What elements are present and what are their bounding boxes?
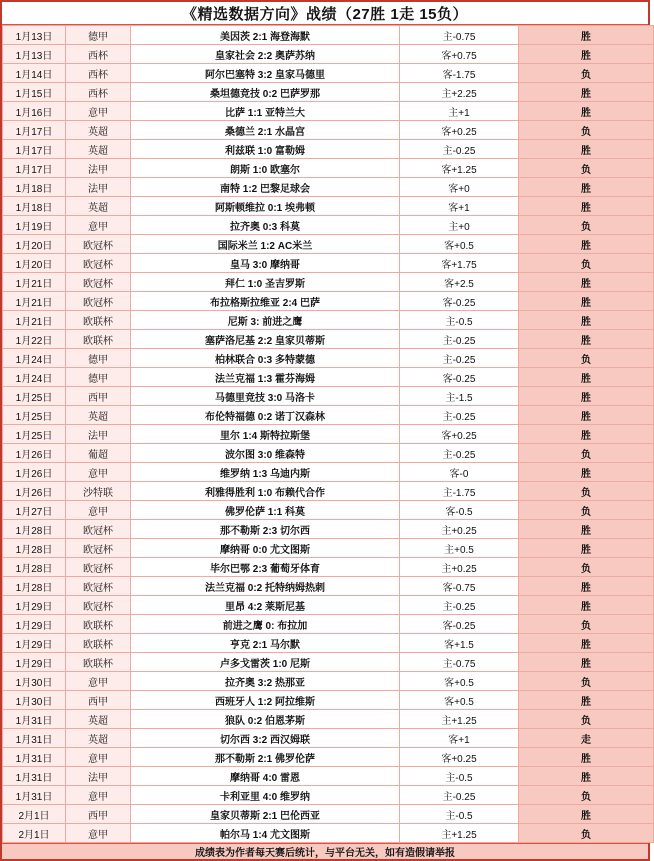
cell-handicap: 客+1.25 <box>400 159 519 178</box>
table-row <box>3 501 654 520</box>
cell-match: 利兹联 1:0 富勒姆 <box>131 140 400 159</box>
cell-handicap: 主+1 <box>400 102 519 121</box>
cell-date: 2月1日 <box>3 824 66 843</box>
cell-date: 1月27日 <box>3 501 66 520</box>
cell-handicap: 客-1.75 <box>400 64 519 83</box>
cell-date: 1月25日 <box>3 425 66 444</box>
cell-result: 负 <box>519 444 654 463</box>
table-row <box>3 805 654 824</box>
cell-match: 皇家社会 2:2 奥萨苏纳 <box>131 45 400 64</box>
cell-result: 负 <box>519 558 654 577</box>
cell-league: 意甲 <box>66 501 131 520</box>
cell-match: 摩纳哥 0:0 尤文图斯 <box>131 539 400 558</box>
cell-date: 1月30日 <box>3 672 66 691</box>
table-row <box>3 292 654 311</box>
cell-league: 法甲 <box>66 159 131 178</box>
cell-league: 西杯 <box>66 64 131 83</box>
cell-league: 英超 <box>66 197 131 216</box>
cell-handicap: 客+1 <box>400 729 519 748</box>
cell-match: 朗斯 1:0 欧塞尔 <box>131 159 400 178</box>
cell-result: 胜 <box>519 634 654 653</box>
cell-result: 走 <box>519 729 654 748</box>
cell-handicap: 客-0.25 <box>400 368 519 387</box>
cell-match: 那不勒斯 2:3 切尔西 <box>131 520 400 539</box>
cell-league: 意甲 <box>66 748 131 767</box>
cell-match: 里昂 4:2 莱斯尼基 <box>131 596 400 615</box>
cell-match: 法兰克福 1:3 霍芬海姆 <box>131 368 400 387</box>
cell-date: 1月26日 <box>3 444 66 463</box>
table-row <box>3 539 654 558</box>
cell-date: 1月25日 <box>3 387 66 406</box>
table-row <box>3 748 654 767</box>
cell-date: 1月28日 <box>3 520 66 539</box>
cell-league: 西杯 <box>66 45 131 64</box>
cell-date: 1月14日 <box>3 64 66 83</box>
cell-league: 欧联杯 <box>66 653 131 672</box>
table-row <box>3 577 654 596</box>
cell-league: 意甲 <box>66 102 131 121</box>
cell-league: 德甲 <box>66 26 131 45</box>
cell-result: 负 <box>519 159 654 178</box>
cell-match: 桑坦德竞技 0:2 巴萨罗那 <box>131 83 400 102</box>
cell-result: 胜 <box>519 406 654 425</box>
cell-match: 国际米兰 1:2 AC米兰 <box>131 235 400 254</box>
cell-match: 里尔 1:4 斯特拉斯堡 <box>131 425 400 444</box>
cell-date: 1月17日 <box>3 140 66 159</box>
cell-league: 法甲 <box>66 767 131 786</box>
cell-handicap: 主+2.25 <box>400 83 519 102</box>
cell-handicap: 客-0 <box>400 463 519 482</box>
cell-match: 维罗纳 1:3 乌迪内斯 <box>131 463 400 482</box>
table-row <box>3 634 654 653</box>
cell-result: 负 <box>519 501 654 520</box>
cell-result: 胜 <box>519 520 654 539</box>
table-row <box>3 159 654 178</box>
cell-league: 英超 <box>66 140 131 159</box>
cell-league: 欧冠杯 <box>66 520 131 539</box>
cell-date: 1月21日 <box>3 292 66 311</box>
cell-handicap: 主+0.25 <box>400 558 519 577</box>
table-row <box>3 140 654 159</box>
cell-date: 1月21日 <box>3 311 66 330</box>
table-row <box>3 558 654 577</box>
cell-date: 1月18日 <box>3 197 66 216</box>
cell-result: 胜 <box>519 197 654 216</box>
cell-league: 欧冠杯 <box>66 539 131 558</box>
cell-result: 负 <box>519 710 654 729</box>
table-row <box>3 235 654 254</box>
cell-date: 1月19日 <box>3 216 66 235</box>
cell-handicap: 客-0.5 <box>400 501 519 520</box>
cell-handicap: 主-0.25 <box>400 786 519 805</box>
cell-handicap: 客-0.25 <box>400 615 519 634</box>
cell-match: 拉齐奥 0:3 科莫 <box>131 216 400 235</box>
cell-match: 桑德兰 2:1 水晶宫 <box>131 121 400 140</box>
cell-date: 1月28日 <box>3 558 66 577</box>
cell-match: 柏林联合 0:3 多特蒙德 <box>131 349 400 368</box>
table-row <box>3 368 654 387</box>
cell-handicap: 主-0.5 <box>400 311 519 330</box>
cell-result: 负 <box>519 672 654 691</box>
table-row <box>3 216 654 235</box>
table-row <box>3 444 654 463</box>
cell-result: 胜 <box>519 653 654 672</box>
cell-date: 1月29日 <box>3 653 66 672</box>
cell-league: 英超 <box>66 406 131 425</box>
cell-date: 1月17日 <box>3 159 66 178</box>
table-row <box>3 273 654 292</box>
table-row <box>3 596 654 615</box>
cell-handicap: 客+0.5 <box>400 235 519 254</box>
cell-result: 胜 <box>519 577 654 596</box>
cell-date: 1月24日 <box>3 349 66 368</box>
table-row <box>3 64 654 83</box>
cell-handicap: 主+1.25 <box>400 824 519 843</box>
cell-league: 欧联杯 <box>66 330 131 349</box>
cell-handicap: 主+0.5 <box>400 539 519 558</box>
cell-result: 胜 <box>519 425 654 444</box>
cell-match: 切尔西 3:2 西汉姆联 <box>131 729 400 748</box>
cell-result: 胜 <box>519 748 654 767</box>
cell-handicap: 主-0.25 <box>400 406 519 425</box>
cell-date: 1月31日 <box>3 710 66 729</box>
cell-league: 英超 <box>66 710 131 729</box>
cell-match: 卢多戈雷茨 1:0 尼斯 <box>131 653 400 672</box>
cell-date: 1月16日 <box>3 102 66 121</box>
cell-league: 欧冠杯 <box>66 596 131 615</box>
page-title: 《精选数据方向》战绩（27胜 1走 15负） <box>181 5 469 23</box>
cell-handicap: 主+0.25 <box>400 520 519 539</box>
cell-match: 毕尔巴鄂 2:3 葡萄牙体育 <box>131 558 400 577</box>
cell-handicap: 主-0.25 <box>400 444 519 463</box>
cell-handicap: 客+1.5 <box>400 634 519 653</box>
cell-date: 1月31日 <box>3 767 66 786</box>
cell-result: 负 <box>519 786 654 805</box>
table-row <box>3 311 654 330</box>
cell-result: 胜 <box>519 26 654 45</box>
table-row <box>3 729 654 748</box>
cell-handicap: 客+1.75 <box>400 254 519 273</box>
cell-result: 负 <box>519 482 654 501</box>
cell-result: 胜 <box>519 45 654 64</box>
results-table <box>2 25 654 843</box>
cell-handicap: 客+0.75 <box>400 45 519 64</box>
cell-result: 负 <box>519 824 654 843</box>
cell-result: 胜 <box>519 178 654 197</box>
cell-match: 皇家贝蒂斯 2:1 巴伦西亚 <box>131 805 400 824</box>
cell-handicap: 客+0 <box>400 178 519 197</box>
cell-league: 英超 <box>66 121 131 140</box>
cell-match: 马德里竞技 3:0 马洛卡 <box>131 387 400 406</box>
footer-note: 成绩表为作者每天赛后统计，与平台无关，如有造假请举报 <box>2 843 648 859</box>
cell-league: 西甲 <box>66 387 131 406</box>
cell-league: 西杯 <box>66 83 131 102</box>
table-row <box>3 406 654 425</box>
cell-date: 1月17日 <box>3 121 66 140</box>
cell-result: 胜 <box>519 596 654 615</box>
cell-result: 胜 <box>519 330 654 349</box>
cell-league: 欧联杯 <box>66 615 131 634</box>
cell-league: 意甲 <box>66 786 131 805</box>
cell-league: 欧冠杯 <box>66 273 131 292</box>
cell-match: 波尔图 3:0 维森特 <box>131 444 400 463</box>
cell-handicap: 主-1.5 <box>400 387 519 406</box>
table-row <box>3 83 654 102</box>
cell-result: 胜 <box>519 368 654 387</box>
cell-handicap: 客+0.25 <box>400 748 519 767</box>
cell-handicap: 主-0.25 <box>400 140 519 159</box>
cell-league: 英超 <box>66 729 131 748</box>
cell-result: 负 <box>519 216 654 235</box>
table-row <box>3 463 654 482</box>
cell-date: 1月21日 <box>3 273 66 292</box>
cell-handicap: 主-0.5 <box>400 767 519 786</box>
cell-match: 前进之鹰 0: 布拉加 <box>131 615 400 634</box>
cell-match: 拉齐奥 3:2 热那亚 <box>131 672 400 691</box>
cell-league: 法甲 <box>66 425 131 444</box>
cell-handicap: 主-0.25 <box>400 596 519 615</box>
cell-league: 欧冠杯 <box>66 235 131 254</box>
cell-league: 欧冠杯 <box>66 577 131 596</box>
cell-match: 拜仁 1:0 圣吉罗斯 <box>131 273 400 292</box>
cell-date: 1月18日 <box>3 178 66 197</box>
cell-handicap: 客+0.25 <box>400 121 519 140</box>
cell-league: 德甲 <box>66 368 131 387</box>
table-row <box>3 767 654 786</box>
cell-date: 1月13日 <box>3 26 66 45</box>
table-row <box>3 482 654 501</box>
cell-date: 1月31日 <box>3 786 66 805</box>
cell-handicap: 客+0.5 <box>400 672 519 691</box>
cell-result: 胜 <box>519 767 654 786</box>
cell-date: 1月20日 <box>3 235 66 254</box>
cell-match: 利雅得胜利 1:0 布赖代合作 <box>131 482 400 501</box>
cell-league: 欧冠杯 <box>66 292 131 311</box>
cell-handicap: 客+0.25 <box>400 425 519 444</box>
table-row <box>3 672 654 691</box>
cell-result: 胜 <box>519 805 654 824</box>
cell-date: 1月25日 <box>3 406 66 425</box>
table-row <box>3 330 654 349</box>
cell-handicap: 主-0.25 <box>400 349 519 368</box>
cell-match: 布拉格斯拉维亚 2:4 巴萨 <box>131 292 400 311</box>
table-row <box>3 121 654 140</box>
cell-handicap: 客+1 <box>400 197 519 216</box>
table-row <box>3 254 654 273</box>
cell-result: 胜 <box>519 311 654 330</box>
table-row <box>3 653 654 672</box>
cell-handicap: 客+0.5 <box>400 691 519 710</box>
cell-date: 1月13日 <box>3 45 66 64</box>
cell-handicap: 主-0.75 <box>400 653 519 672</box>
cell-result: 胜 <box>519 273 654 292</box>
cell-match: 南特 1:2 巴黎足球会 <box>131 178 400 197</box>
cell-match: 摩纳哥 4:0 雷恩 <box>131 767 400 786</box>
cell-result: 负 <box>519 349 654 368</box>
cell-league: 葡超 <box>66 444 131 463</box>
cell-result: 胜 <box>519 387 654 406</box>
cell-match: 阿斯顿维拉 0:1 埃弗顿 <box>131 197 400 216</box>
cell-league: 法甲 <box>66 178 131 197</box>
cell-date: 1月31日 <box>3 729 66 748</box>
cell-result: 胜 <box>519 292 654 311</box>
cell-handicap: 主-0.25 <box>400 330 519 349</box>
cell-date: 1月28日 <box>3 539 66 558</box>
cell-handicap: 主-1.75 <box>400 482 519 501</box>
cell-match: 比萨 1:1 亚特兰大 <box>131 102 400 121</box>
table-row <box>3 349 654 368</box>
table-row <box>3 26 654 45</box>
cell-league: 德甲 <box>66 349 131 368</box>
results-table-body <box>3 26 654 843</box>
cell-league: 西甲 <box>66 691 131 710</box>
table-row <box>3 615 654 634</box>
cell-handicap: 主-0.75 <box>400 26 519 45</box>
cell-match: 亨克 2:1 马尔默 <box>131 634 400 653</box>
cell-date: 1月29日 <box>3 634 66 653</box>
cell-result: 胜 <box>519 83 654 102</box>
cell-result: 胜 <box>519 539 654 558</box>
cell-match: 塞萨洛尼基 2:2 皇家贝蒂斯 <box>131 330 400 349</box>
cell-league: 沙特联 <box>66 482 131 501</box>
cell-result: 胜 <box>519 463 654 482</box>
cell-league: 意甲 <box>66 672 131 691</box>
cell-date: 1月30日 <box>3 691 66 710</box>
cell-league: 意甲 <box>66 216 131 235</box>
table-row <box>3 197 654 216</box>
cell-match: 美因茨 2:1 海登海默 <box>131 26 400 45</box>
table-row <box>3 786 654 805</box>
cell-league: 西甲 <box>66 805 131 824</box>
cell-handicap: 主+0 <box>400 216 519 235</box>
cell-handicap: 主+1.25 <box>400 710 519 729</box>
cell-league: 意甲 <box>66 824 131 843</box>
cell-date: 2月1日 <box>3 805 66 824</box>
cell-league: 欧冠杯 <box>66 254 131 273</box>
cell-handicap: 客-0.25 <box>400 292 519 311</box>
cell-handicap: 客+2.5 <box>400 273 519 292</box>
table-row <box>3 691 654 710</box>
cell-match: 西班牙人 1:2 阿拉维斯 <box>131 691 400 710</box>
cell-league: 欧联杯 <box>66 311 131 330</box>
cell-league: 欧联杯 <box>66 634 131 653</box>
cell-date: 1月31日 <box>3 748 66 767</box>
table-row <box>3 520 654 539</box>
cell-date: 1月22日 <box>3 330 66 349</box>
cell-result: 负 <box>519 64 654 83</box>
cell-result: 负 <box>519 254 654 273</box>
cell-result: 负 <box>519 615 654 634</box>
table-row <box>3 425 654 444</box>
cell-date: 1月26日 <box>3 463 66 482</box>
results-table-container <box>2 25 648 843</box>
table-row <box>3 102 654 121</box>
cell-date: 1月26日 <box>3 482 66 501</box>
cell-date: 1月15日 <box>3 83 66 102</box>
table-row <box>3 178 654 197</box>
cell-match: 佛罗伦萨 1:1 科莫 <box>131 501 400 520</box>
cell-match: 皇马 3:0 摩纳哥 <box>131 254 400 273</box>
cell-league: 意甲 <box>66 463 131 482</box>
cell-match: 狼队 0:2 伯恩茅斯 <box>131 710 400 729</box>
cell-match: 阿尔巴塞特 3:2 皇家马德里 <box>131 64 400 83</box>
cell-handicap: 客-0.75 <box>400 577 519 596</box>
cell-date: 1月20日 <box>3 254 66 273</box>
cell-league: 欧冠杯 <box>66 558 131 577</box>
cell-result: 胜 <box>519 140 654 159</box>
cell-match: 那不勒斯 2:1 佛罗伦萨 <box>131 748 400 767</box>
table-row <box>3 824 654 843</box>
cell-date: 1月24日 <box>3 368 66 387</box>
cell-match: 帕尔马 1:4 尤文图斯 <box>131 824 400 843</box>
cell-match: 尼斯 3: 前进之鹰 <box>131 311 400 330</box>
table-row <box>3 710 654 729</box>
cell-match: 卡利亚里 4:0 维罗纳 <box>131 786 400 805</box>
cell-handicap: 主-0.5 <box>400 805 519 824</box>
table-row <box>3 387 654 406</box>
cell-match: 布伦特福德 0:2 诺丁汉森林 <box>131 406 400 425</box>
cell-date: 1月29日 <box>3 596 66 615</box>
cell-result: 负 <box>519 121 654 140</box>
cell-result: 胜 <box>519 235 654 254</box>
sheet-title-bar <box>2 2 648 25</box>
table-row <box>3 45 654 64</box>
cell-result: 胜 <box>519 691 654 710</box>
cell-match: 法兰克福 0:2 托特纳姆热刺 <box>131 577 400 596</box>
cell-result: 胜 <box>519 102 654 121</box>
cell-date: 1月29日 <box>3 615 66 634</box>
cell-date: 1月28日 <box>3 577 66 596</box>
